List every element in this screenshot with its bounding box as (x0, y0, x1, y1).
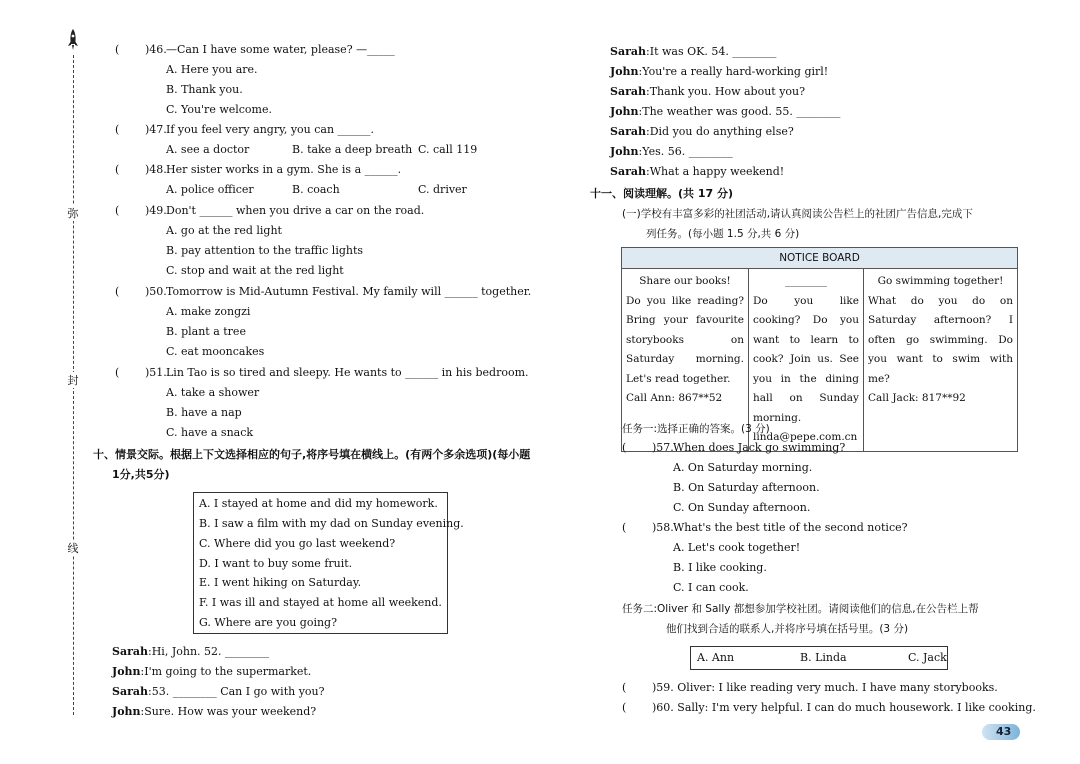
rocket-icon (66, 28, 80, 52)
option: C. stop and wait at the red light (166, 264, 344, 277)
option: B. plant a tree (166, 325, 246, 338)
dialogue-text: Thank you. How about you? (649, 85, 806, 98)
option: C. have a snack (166, 426, 254, 439)
speaker-sep: : (638, 145, 643, 158)
dialogue-text: You're a really hard-working girl! (642, 65, 829, 78)
margin-char-feng: 封 (67, 374, 79, 387)
answer-paren[interactable]: ( (622, 701, 627, 714)
dialogue-line (610, 165, 784, 178)
answer-paren[interactable]: ( (115, 204, 120, 217)
answer-paren[interactable]: ( (622, 521, 627, 534)
question-stem: If you feel very angry, you can ______. (166, 123, 375, 136)
answer-paren[interactable]: ( (115, 43, 120, 56)
part-instructions-cont: 列任务。(每小题 1.5 分,共 6 分) (646, 228, 800, 240)
choice-item: G. Where are you going? (199, 616, 337, 629)
speaker-sep: : (638, 105, 643, 118)
dialogue-text: Sure. How was your weekend? (144, 705, 317, 718)
choice-item: F. I was ill and stayed at home all weekend. (199, 596, 442, 609)
speaker: Sarah (112, 645, 148, 658)
question-stem: When does Jack go swimming? (673, 441, 846, 454)
option: A. Here you are. (166, 63, 258, 76)
speaker: John (610, 65, 639, 78)
option: B. coach (292, 183, 340, 196)
option: A. Let's cook together! (673, 541, 801, 554)
dialogue-line (112, 705, 316, 718)
part-instructions: (一)学校有丰富多彩的社团活动,请认真阅读公告栏上的社团广告信息,完成下 (622, 208, 973, 220)
question-stem: What's the best title of the second notice? (673, 521, 908, 534)
speaker-sep: : (638, 65, 643, 78)
speaker-sep: : (140, 665, 145, 678)
option: C. You're welcome. (166, 103, 272, 116)
speaker-sep: : (148, 685, 152, 698)
dialogue-line (610, 145, 733, 158)
dialogue-text: I'm going to the supermarket. (144, 665, 312, 678)
option: A. make zongzi (166, 305, 251, 318)
speaker: Sarah (610, 165, 646, 178)
answer-paren[interactable]: ( (622, 681, 627, 694)
question-number: )57. (652, 441, 674, 454)
notice-title: Share our books! (639, 275, 731, 287)
speaker: Sarah (610, 45, 646, 58)
choice-item: E. I went hiking on Saturday. (199, 576, 362, 589)
notice-body: Do you like cooking? Do you want to learn to cook? Join us. See you in the dining hall on Sunday morning. (753, 294, 859, 424)
option: C. call 119 (418, 143, 478, 156)
dialogue-text: Hi, John. 52. ________ (151, 645, 270, 658)
speaker: John (610, 145, 639, 158)
dialogue-text: 53. ________ Can I go with you? (151, 685, 325, 698)
question-number: )50. (145, 285, 167, 298)
question-stem: —Can I have some water, please? —_____ (166, 43, 395, 56)
task-heading-cont: 他们找到合适的联系人,并将序号填在括号里。(3 分) (666, 623, 909, 635)
dialogue-line (610, 125, 794, 138)
speaker: Sarah (112, 685, 148, 698)
notice-3 (864, 269, 1018, 452)
question-59: )59. Oliver: I like reading very much. I have many storybooks. (652, 681, 998, 694)
choice-item: A. I stayed at home and did my homework. (199, 497, 438, 510)
speaker-sep: : (140, 705, 145, 718)
notice-title-blank: ________ (785, 275, 827, 287)
answer-paren[interactable]: ( (115, 163, 120, 176)
option: A. go at the red light (166, 224, 282, 237)
notice-contact: linda@pepe.com.cn (753, 431, 858, 443)
question-number: )51. (145, 366, 167, 379)
option: B. pay attention to the traffic lights (166, 244, 364, 257)
answer-paren[interactable]: ( (622, 441, 627, 454)
speaker-sep: : (646, 85, 650, 98)
option: B. I like cooking. (673, 561, 767, 574)
speaker: John (112, 665, 141, 678)
dialogue-line (610, 85, 805, 98)
dialogue-line (112, 645, 269, 658)
question-number: )58. (652, 521, 674, 534)
page-number: 43 (996, 725, 1012, 738)
speaker: John (112, 705, 141, 718)
notice-contact: Call Jack: 817**92 (868, 392, 966, 404)
option: A. take a shower (166, 386, 260, 399)
choice-item: B. I saw a film with my dad on Sunday evening. (199, 517, 464, 530)
question-number: )47. (145, 123, 167, 136)
speaker-sep: : (646, 45, 650, 58)
notice-title: Go swimming together! (877, 275, 1004, 287)
speaker: Sarah (610, 125, 646, 138)
notice-body: Do you like reading? Bring your favourite storybooks on Saturday morning. Let's read together. (626, 294, 744, 385)
speaker-sep: : (646, 125, 650, 138)
dialogue-line (610, 45, 776, 58)
dialogue-line (112, 685, 325, 698)
notice-body: What do you do on Saturday afternoon? I often go swimming. Do you want to swim with me? (868, 294, 1013, 385)
choice-item: D. I want to buy some fruit. (199, 557, 353, 570)
speaker-sep: : (646, 165, 650, 178)
dialogue-line (112, 665, 311, 678)
dialogue-text: It was OK. 54. ________ (649, 45, 777, 58)
option: C. I can cook. (673, 581, 749, 594)
option: B. take a deep breath (292, 143, 413, 156)
answer-paren[interactable]: ( (115, 285, 120, 298)
option: B. On Saturday afternoon. (673, 481, 820, 494)
option: A. police officer (166, 183, 254, 196)
margin-char-mi: 弥 (67, 207, 79, 220)
section-heading-cont: 1分,共5分) (112, 468, 170, 481)
answer-paren[interactable]: ( (115, 123, 120, 136)
dialogue-text: Yes. 56. ________ (642, 145, 733, 158)
contact-option: A. Ann (697, 651, 735, 664)
question-number: )49. (145, 204, 167, 217)
margin-char-xian: 线 (67, 542, 79, 555)
dialogue-line (610, 105, 840, 118)
notice-contact: Call Ann: 867**52 (626, 392, 723, 404)
option: A. see a doctor (166, 143, 250, 156)
section-heading: 十、情景交际。根据上下文选择相应的句子,将序号填在横线上。(有两个多余选项)(每小题 (93, 448, 531, 461)
option: B. have a nap (166, 406, 242, 419)
speaker: Sarah (610, 85, 646, 98)
option: B. Thank you. (166, 83, 243, 96)
option: C. eat mooncakes (166, 345, 265, 358)
task-heading: 任务一:选择正确的答案。(3 分) (622, 423, 770, 435)
dialogue-text: The weather was good. 55. ________ (642, 105, 841, 118)
speaker-sep: : (148, 645, 152, 658)
notice-board-title: NOTICE BOARD (622, 248, 1018, 269)
dialogue-text: What a happy weekend! (649, 165, 785, 178)
question-stem: Lin Tao is so tired and sleepy. He wants to ______ in his bedroom. (166, 366, 529, 379)
question-60: )60. Sally: I'm very helpful. I can do much housework. I like cooking. (652, 701, 1036, 714)
contact-option: C. Jack (908, 651, 947, 664)
dialogue-text: Did you do anything else? (649, 125, 794, 138)
choice-item: C. Where did you go last weekend? (199, 537, 396, 550)
question-stem: Don't ______ when you drive a car on the road. (166, 204, 425, 217)
speaker: John (610, 105, 639, 118)
dialogue-line (610, 65, 828, 78)
question-number: )46. (145, 43, 167, 56)
section-heading: 十一、阅读理解。(共 17 分) (590, 187, 734, 200)
option: C. On Sunday afternoon. (673, 501, 811, 514)
option: C. driver (418, 183, 467, 196)
task-heading: 任务二:Oliver 和 Sally 都想参加学校社团。请阅读他们的信息,在公告栏上帮 (622, 603, 979, 615)
question-stem: Tomorrow is Mid-Autumn Festival. My family will ______ together. (166, 285, 532, 298)
answer-paren[interactable]: ( (115, 366, 120, 379)
question-stem: Her sister works in a gym. She is a ______. (166, 163, 402, 176)
contact-option: B. Linda (800, 651, 847, 664)
option: A. On Saturday morning. (673, 461, 813, 474)
question-number: )48. (145, 163, 167, 176)
